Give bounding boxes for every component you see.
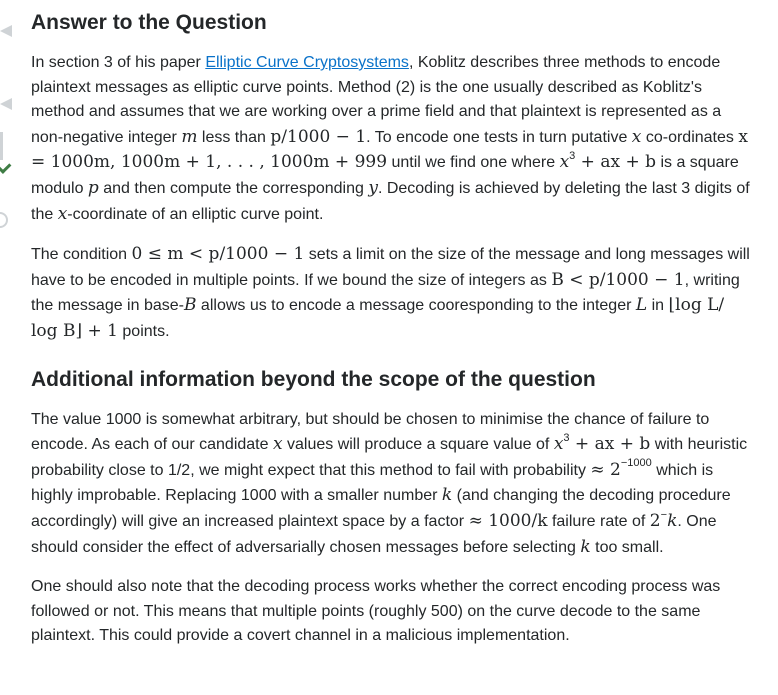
text: In section 3 of his paper bbox=[31, 54, 206, 71]
math-sup: −1000 bbox=[620, 457, 652, 470]
math-sup: 3 bbox=[563, 431, 570, 444]
math: p bbox=[87, 177, 99, 198]
paragraph-3 bbox=[31, 408, 753, 561]
text: . Decoding is achieved by deleting the last 3 digits of the bbox=[31, 179, 750, 223]
text: values will produce a square value of bbox=[282, 436, 554, 454]
accepted-check-icon bbox=[0, 159, 11, 174]
text: failure rate of bbox=[547, 512, 650, 530]
history-icon[interactable] bbox=[0, 212, 8, 228]
math: x bbox=[631, 126, 642, 147]
post-gutter bbox=[0, 0, 14, 695]
text: which is highly improbable. Replacing 1000 with a smaller number bbox=[31, 461, 714, 505]
text: sets a limit on the size of the message and long messages will have to be encoded in multiple points. If we bound the size of integers as bbox=[31, 246, 750, 289]
text: less than bbox=[197, 128, 271, 146]
text: allows us to encode a message cooresponding to the integer bbox=[196, 297, 636, 315]
math: x = 1000m, 1000m + 1, . . . , 1000m + 999 bbox=[31, 126, 748, 173]
text: . One should consider the effect of adversarially chosen messages before selecting bbox=[31, 512, 717, 556]
text: points. bbox=[117, 322, 170, 340]
text: -coordinate of an elliptic curve point. bbox=[67, 205, 324, 223]
math: x bbox=[272, 434, 283, 455]
heading-answer: Answer to the Question bbox=[31, 11, 267, 34]
math-sup: 3 bbox=[569, 150, 576, 163]
text: co-ordinates bbox=[641, 128, 739, 146]
text: The condition bbox=[31, 246, 132, 264]
paragraph-4: One should also note that the decoding process works whether the correct encoding process was followed or not. This means that multiple points (roughly 500) on the curve decode to the same plaintext. This could provide a covert channel in a malicious implementation. bbox=[31, 578, 721, 645]
text: (and changing the decoding procedure accordingly) will give an increased plaintext space by a factor bbox=[31, 487, 731, 530]
math: m bbox=[181, 126, 198, 147]
text: , writing the message in base- bbox=[31, 271, 740, 315]
math: y bbox=[368, 177, 378, 198]
math: ⌊log L/ log B⌋ + 1 bbox=[31, 295, 725, 341]
vote-separator bbox=[0, 132, 3, 160]
math: 0 ≤ m < p/1000 − 1 bbox=[131, 244, 305, 265]
math: + ax + b bbox=[569, 434, 651, 455]
math: ≈ 2 bbox=[590, 459, 621, 480]
math: B < p/1000 − 1 bbox=[551, 269, 685, 290]
paragraph-1 bbox=[31, 51, 753, 227]
text: is a square modulo bbox=[31, 154, 739, 197]
math: k bbox=[580, 536, 591, 557]
text: too small. bbox=[590, 538, 664, 556]
text: . To encode one tests in turn putative bbox=[366, 128, 632, 146]
math: k bbox=[441, 485, 453, 506]
math: + ax + b bbox=[575, 152, 656, 173]
math: k bbox=[667, 510, 678, 531]
answer-body bbox=[31, 0, 753, 649]
text: The value 1000 is somewhat arbitrary, but should be chosen to minimise the chance of failure to encode. As each of our candidate bbox=[31, 410, 710, 454]
paper-link[interactable]: Elliptic Curve Cryptosystems bbox=[205, 54, 409, 71]
math: L bbox=[635, 295, 648, 316]
math: 2 bbox=[649, 510, 661, 531]
math: x bbox=[553, 434, 564, 455]
math: B bbox=[183, 295, 197, 316]
downvote-icon[interactable] bbox=[0, 98, 12, 110]
text: with heuristic probability close to 1/2, we might expect that this method to fail with probability bbox=[31, 436, 748, 479]
text: , Koblitz describes three methods to encode plaintext messages as elliptic curve points. Method (2) is the one usually described as Koblitz's method and assumes that we are working over a prime field and that plaintext is represented as a non-negative integer bbox=[31, 54, 722, 146]
math: x bbox=[57, 203, 68, 224]
text: and then compute the corresponding bbox=[98, 179, 369, 197]
text: in bbox=[647, 297, 669, 315]
text: until we find one where bbox=[387, 154, 560, 172]
upvote-icon[interactable] bbox=[0, 25, 12, 37]
heading-additional: Additional information beyond the scope of the question bbox=[31, 367, 596, 391]
math: ≈ 1000/k bbox=[468, 510, 548, 531]
paragraph-2 bbox=[31, 242, 753, 344]
math: p/1000 − 1 bbox=[270, 126, 367, 147]
math-sup: − bbox=[660, 508, 668, 521]
math: x bbox=[559, 152, 570, 173]
